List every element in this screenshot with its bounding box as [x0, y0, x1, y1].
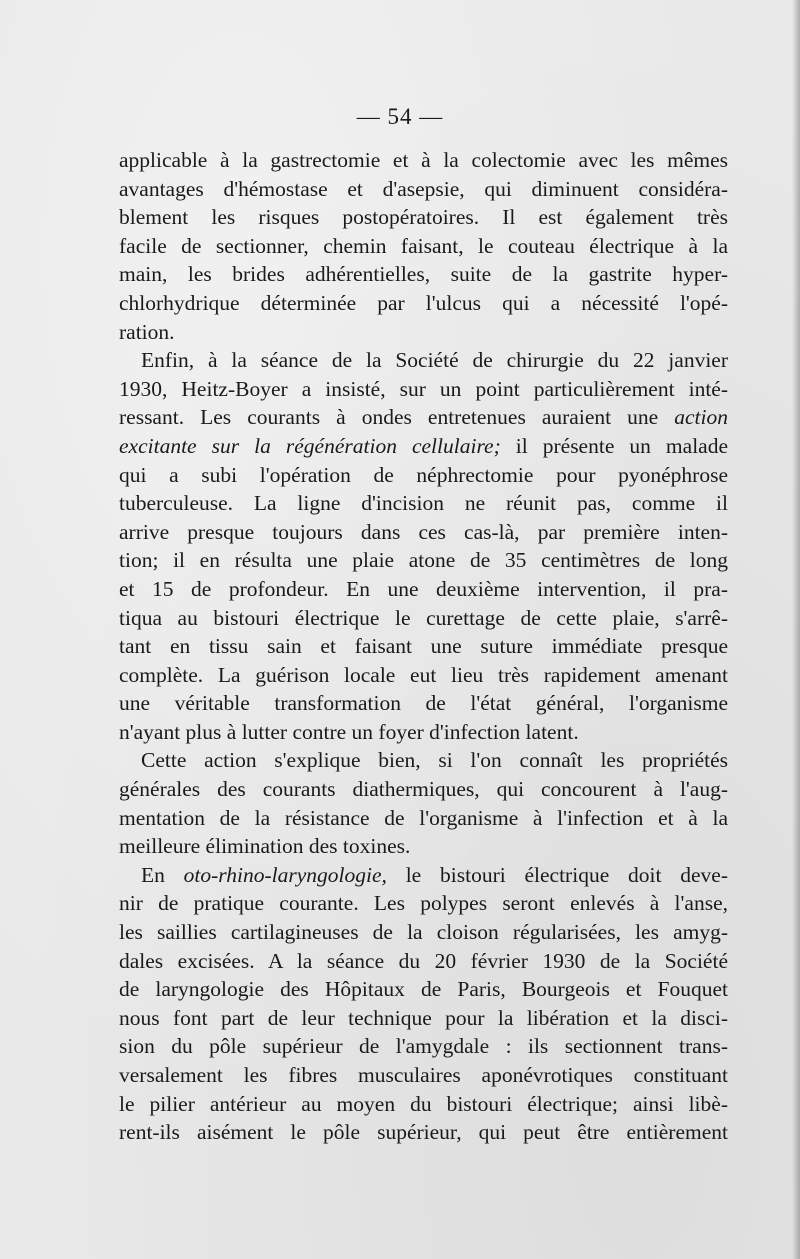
text-line: Cette action s'explique bien, si l'on connaît les propriétés [141, 748, 728, 773]
text-line: de laryngologie des Hôpitaux de Paris, Bourgeois et Fouquet [119, 977, 728, 1002]
text-line: tiqua au bistouri électrique le curettage de cette plaie, s'arrê- [119, 605, 728, 630]
text-line: tion; il en résulta une plaie atone de 35 centimètres de long [119, 548, 728, 573]
text-line [119, 403, 728, 432]
page-edge-shadow [792, 0, 800, 1259]
text-line: dales excisées. A la séance du 20 février 1930 de la Société [119, 948, 728, 973]
text-line: sion du pôle supérieur de l'amygdale : ils sectionnent trans- [119, 1034, 728, 1059]
text-line: une véritable transformation de l'état général, l'organisme [119, 691, 728, 716]
text-fragment: ressant. Les courants à ondes entretenues auraient une [119, 405, 675, 430]
text-line: applicable à la gastrectomie et à la colectomie avec les mêmes [119, 148, 728, 172]
italic-text: oto-rhino-laryngologie, [183, 862, 387, 887]
text-fragment: il présente un malade [500, 433, 729, 458]
text-line: Enfin, à la séance de la Société de chirurgie du 22 janvier [141, 348, 728, 373]
text-line: n'ayant plus à lutter contre un foyer d'infection latent. [119, 719, 579, 744]
text-line: tant en tissu sain et faisant une suture immédiate presque [119, 634, 728, 659]
text-line: versalement les fibres musculaires aponévrotiques constituant [119, 1063, 728, 1087]
text-line: nir de pratique courante. Les polypes seront enlevés à l'anse, [119, 891, 728, 916]
text-line: arrive presque toujours dans ces cas-là, par première inten- [119, 519, 728, 544]
text-line: 1930, Heitz-Boyer a insisté, sur un point particulièrement inté- [119, 376, 728, 401]
text-line: facile de sectionner, chemin faisant, le couteau électrique à la [119, 233, 728, 258]
text-line: avantages d'hémostase et d'asepsie, qui diminuent considéra- [119, 176, 728, 201]
text-line: meilleure élimination des toxines. [119, 834, 411, 859]
text-line: nous font part de leur technique pour la libération et la disci- [119, 1005, 728, 1030]
italic-text: excitante sur la régénération cellulaire; [119, 433, 501, 458]
text-line: qui a subi l'opération de néphrectomie pour pyonéphrose [119, 462, 728, 487]
text-line [119, 432, 728, 461]
text-line: complète. La guérison locale eut lieu très rapidement amenant [119, 662, 728, 687]
text-line [119, 861, 728, 890]
text-fragment: le bistouri électrique doit deve- [386, 862, 728, 887]
text-line: tuberculeuse. La ligne d'incision ne réunit pas, comme il [119, 491, 728, 516]
text-line: et 15 de profondeur. En une deuxième intervention, il pra- [119, 576, 728, 601]
text-fragment: En [141, 862, 184, 887]
text-line: chlorhydrique déterminée par l'ulcus qui a nécessité l'opé- [119, 290, 728, 315]
text-line: le pilier antérieur au moyen du bistouri électrique; ainsi libè- [119, 1091, 728, 1116]
page-number: — 54 — [356, 104, 444, 129]
text-line: ration. [119, 319, 175, 344]
text-line: les saillies cartilagineuses de la cloison régularisées, les amyg- [119, 920, 728, 945]
text-line: mentation de la résistance de l'organisme à l'infection et à la [119, 805, 728, 830]
text-line: blement les risques postopératoires. Il est également très [119, 205, 728, 230]
italic-text: action [674, 405, 728, 430]
text-line: main, les brides adhérentielles, suite de la gastrite hyper- [119, 262, 728, 287]
body-text [119, 146, 728, 1147]
text-line: générales des courants diathermiques, qui concourent à l'aug- [119, 777, 728, 802]
text-line: rent-ils aisément le pôle supérieur, qui peut être entièrement [119, 1120, 728, 1145]
